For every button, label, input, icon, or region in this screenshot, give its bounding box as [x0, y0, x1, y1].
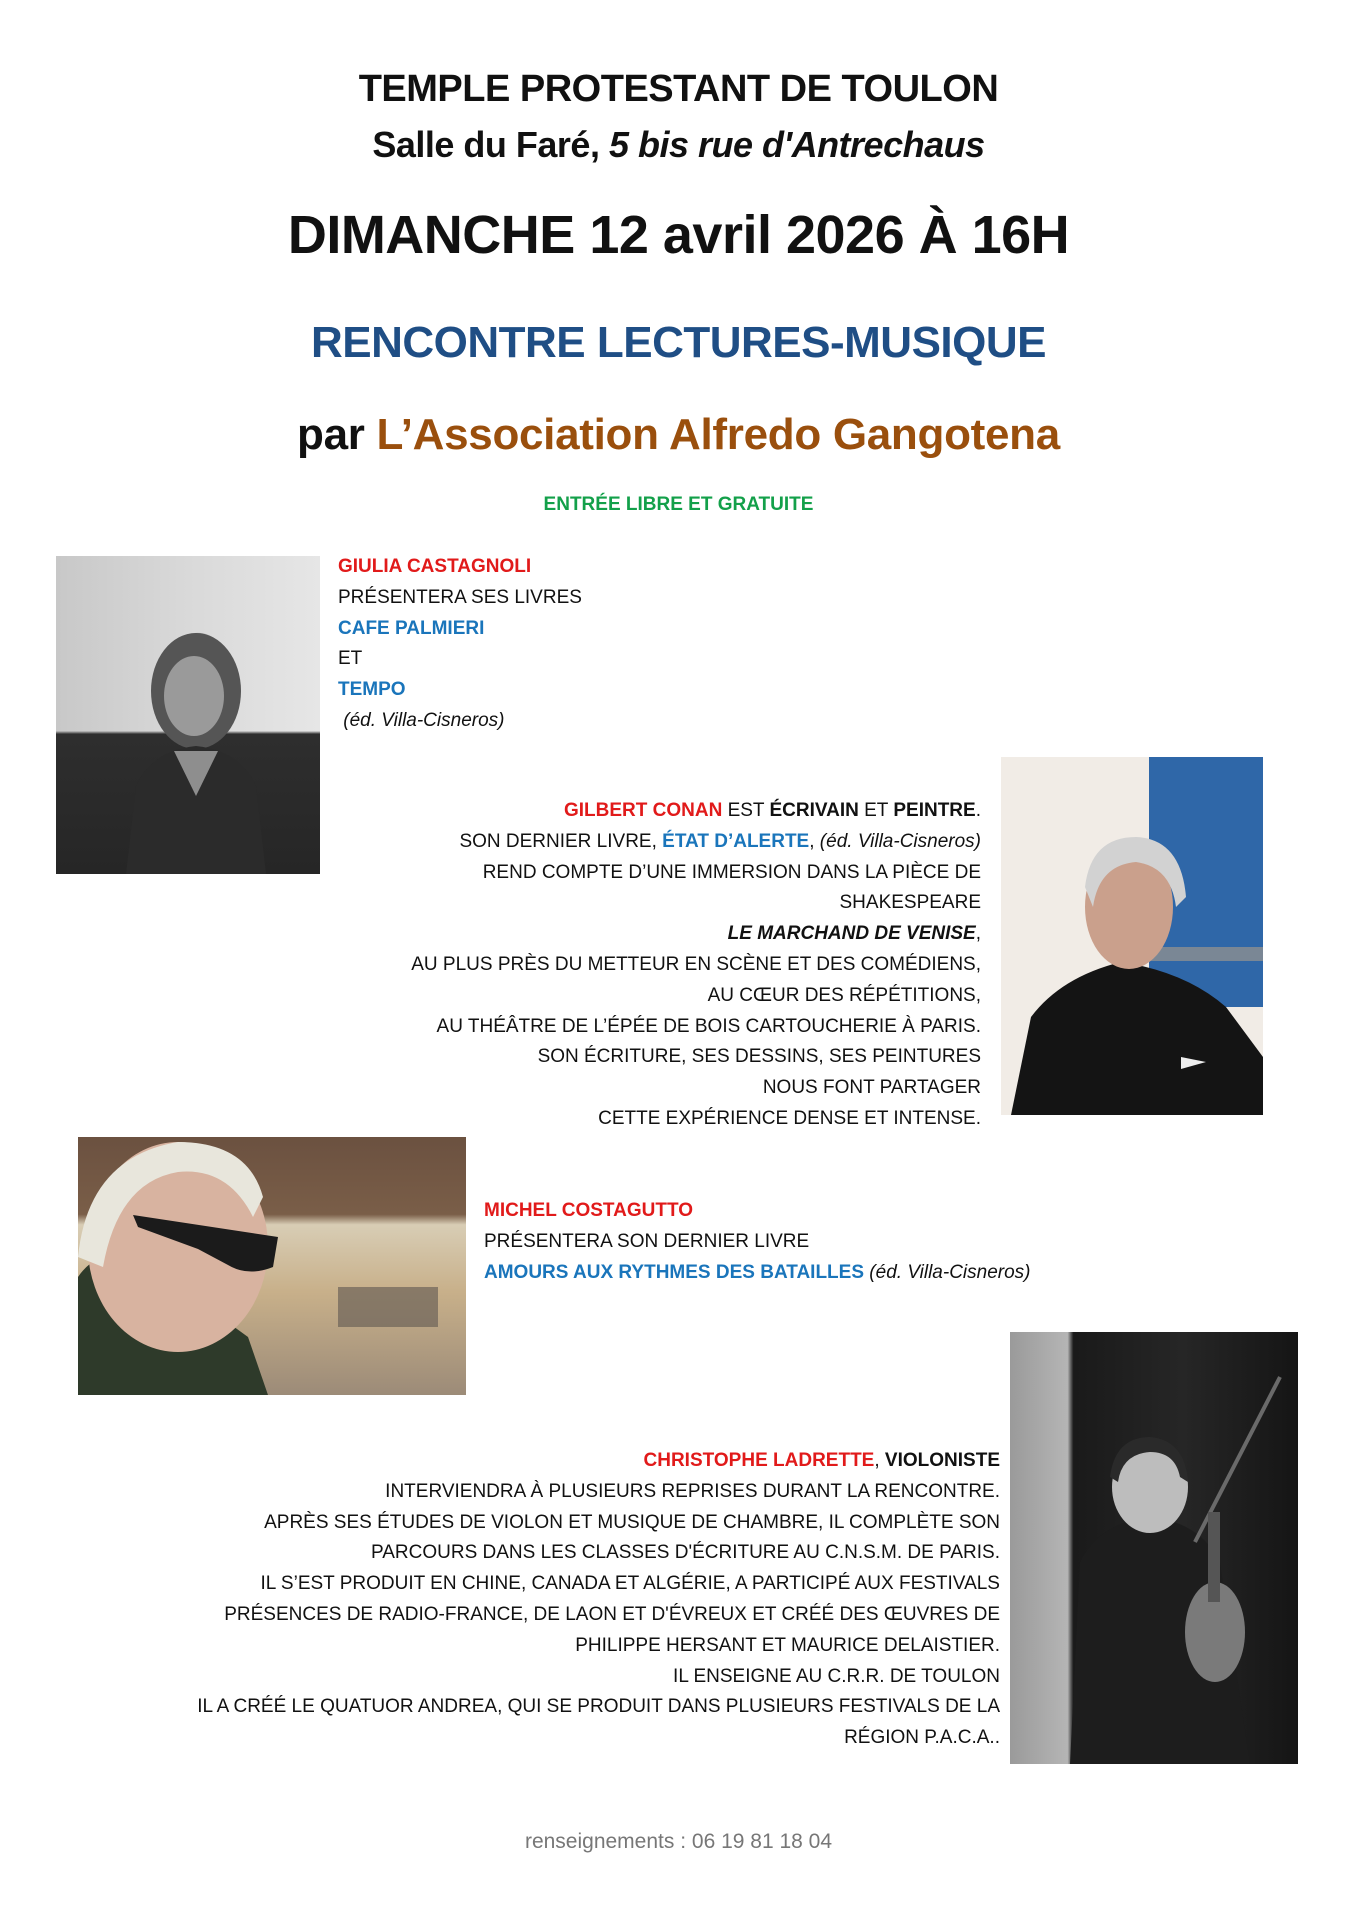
speaker-line: AU PLUS PRÈS DU METTEUR EN SCÈNE ET DES COMÉDIENS, — [411, 953, 981, 975]
venue-address — [0, 124, 1357, 166]
speaker-role: VIOLONISTE — [884, 1450, 1000, 1471]
speaker-line: NOUS FONT PARTAGER — [762, 1077, 981, 1099]
speaker-name: GILBERT CONAN — [563, 800, 723, 821]
speaker-line: PHILIPPE HERSANT ET MAURICE DELAISTIER. — [575, 1634, 1000, 1656]
punctuation: , — [874, 1450, 885, 1471]
speaker-line: IL A CRÉÉ LE QUATUOR ANDREA, QUI SE PRODUIT DANS PLUSIEURS FESTIVALS DE LA — [197, 1696, 1000, 1718]
event-title: RENCONTRE LECTURES-MUSIQUE — [310, 318, 1047, 367]
speaker-line: PRÉSENCES DE RADIO-FRANCE, DE LAON ET D'ÉVREUX ET CRÉÉ DES ŒUVRES DE — [224, 1603, 1000, 1625]
street-address: 5 bis rue d'Antrechaus — [608, 124, 985, 165]
speaker-line — [411, 827, 981, 858]
photo-christophe-ladrette — [1010, 1332, 1298, 1764]
connector-text: ET — [858, 800, 894, 821]
photo-michel-costagutto — [78, 1137, 466, 1395]
organizer-line — [0, 410, 1357, 460]
book-line — [484, 1258, 1031, 1289]
speaker-line: CETTE EXPÉRIENCE DENSE ET INTENSE. — [598, 1107, 981, 1129]
play-title: LE MARCHAND DE VENISE — [727, 923, 976, 945]
speaker-line: IL S’EST PRODUIT EN CHINE, CANADA ET ALGÉRIE, A PARTICIPÉ AUX FESTIVALS — [260, 1573, 1000, 1595]
photo-giulia-castagnoli — [56, 556, 320, 874]
contact-phone: 06 19 81 18 04 — [691, 1830, 833, 1853]
publisher-note: (éd. Villa-Cisneros) — [864, 1261, 1031, 1283]
venue-title: TEMPLE PROTESTANT DE TOULON — [358, 68, 999, 110]
room-name: Salle du Faré, — [372, 124, 609, 165]
speaker-line: AU CŒUR DES RÉPÉTITIONS, — [707, 984, 981, 1006]
publisher-note: (éd. Villa-Cisneros) — [819, 830, 981, 852]
speaker-giulia-castagnoli — [338, 552, 582, 737]
speaker-name: CHRISTOPHE LADRETTE — [643, 1450, 875, 1471]
portrait-man-sunglasses-icon — [78, 1137, 466, 1395]
punctuation: , — [975, 923, 981, 945]
book-title: AMOURS AUX RYTHMES DES BATAILLES — [484, 1261, 865, 1283]
speaker-line: PRÉSENTERA SES LIVRES — [338, 586, 582, 608]
line-text: SON DERNIER LIVRE, — [459, 830, 663, 852]
speaker-line: AU THÉÂTRE DE L’ÉPÉE DE BOIS CARTOUCHERIE À PARIS. — [436, 1015, 981, 1037]
contact-info — [0, 1830, 1357, 1854]
photo-gilbert-conan — [1001, 757, 1263, 1115]
speaker-line: PRÉSENTERA SON DERNIER LIVRE — [484, 1230, 810, 1252]
portrait-man-icon — [1001, 757, 1263, 1115]
speaker-line: RÉGION P.A.C.A.. — [844, 1727, 1000, 1749]
speaker-gilbert-conan — [411, 796, 981, 1135]
speaker-christophe-ladrette — [197, 1446, 1000, 1754]
speaker-line: SON ÉCRITURE, SES DESSINS, SES PEINTURES — [537, 1046, 981, 1068]
punctuation: . — [975, 800, 981, 821]
speaker-heading — [411, 796, 981, 827]
speaker-michel-costagutto — [484, 1196, 1031, 1288]
speaker-name: GIULIA CASTAGNOLI — [338, 556, 532, 577]
speaker-line: INTERVIENDRA À PLUSIEURS REPRISES DURANT LA RENCONTRE. — [385, 1480, 1000, 1502]
speaker-line: ET — [338, 648, 363, 670]
speaker-name: MICHEL COSTAGUTTO — [484, 1200, 693, 1221]
book-title: TEMPO — [338, 679, 406, 701]
speaker-line: PARCOURS DANS LES CLASSES D'ÉCRITURE AU C.N.S.M. DE PARIS. — [370, 1542, 1000, 1564]
organizer-prefix: par — [297, 410, 377, 459]
publisher-note: (éd. Villa-Cisneros) — [338, 709, 505, 731]
punctuation: , — [809, 830, 820, 852]
book-title: ÉTAT D’ALERTE — [662, 830, 810, 852]
speaker-line: REND COMPTE D’UNE IMMERSION DANS LA PIÈCE DE — [482, 861, 981, 883]
organizer-name: L’Association Alfredo Gangotena — [376, 410, 1060, 459]
event-date-time: DIMANCHE 12 avril 2026 À 16H — [287, 205, 1070, 265]
book-title: CAFE PALMIERI — [338, 617, 485, 639]
portrait-woman-icon — [56, 556, 320, 874]
play-title-line — [411, 919, 981, 950]
speaker-line: IL ENSEIGNE AU C.R.R. DE TOULON — [673, 1665, 1000, 1687]
admission-note: ENTRÉE LIBRE ET GRATUITE — [543, 494, 814, 515]
speaker-line: SHAKESPEARE — [839, 892, 981, 914]
role-painter: PEINTRE — [893, 800, 976, 821]
speaker-line: APRÈS SES ÉTUDES DE VIOLON ET MUSIQUE DE CHAMBRE, IL COMPLÈTE SON — [264, 1511, 1000, 1533]
contact-label: renseignements : — [524, 1830, 692, 1853]
role-writer: ÉCRIVAIN — [769, 800, 859, 821]
portrait-violinist-icon — [1010, 1332, 1298, 1764]
speaker-heading — [197, 1446, 1000, 1477]
connector-text: EST — [722, 800, 770, 821]
